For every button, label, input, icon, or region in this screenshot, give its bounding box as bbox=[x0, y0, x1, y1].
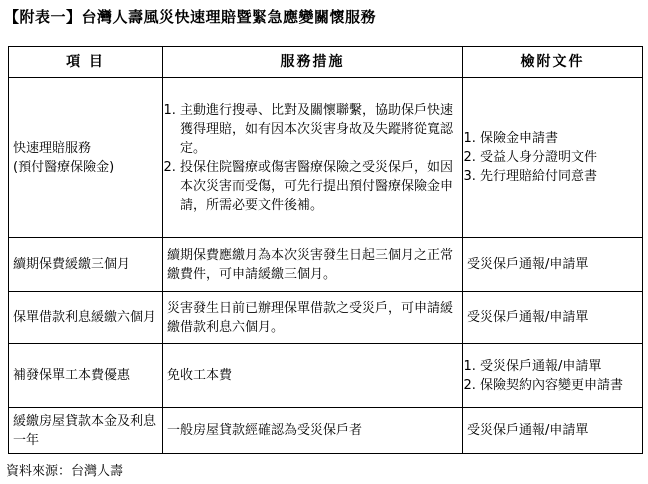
row-item: 保單借款利息緩繳六個月 bbox=[9, 292, 163, 344]
row-measures: 續期保費應繳月為本次災害發生日起三個月之正常繳費件，可申請緩繳三個月。 bbox=[163, 238, 463, 292]
row-documents bbox=[463, 344, 643, 408]
table-row bbox=[9, 78, 643, 238]
page-title: 【附表一】台灣人壽風災快速理賠暨緊急應變關懷服務 bbox=[4, 8, 377, 26]
source-note: 資料來源：台灣人壽 bbox=[6, 464, 124, 479]
row-item: 補發保單工本費優惠 bbox=[9, 344, 163, 408]
row-measures: 一般房屋貸款經確認為受災保戶者 bbox=[163, 408, 463, 454]
table-header-row bbox=[9, 47, 643, 78]
row-measures: 災害發生日前已辦理保單借款之受災戶，可申請緩繳借款利息六個月。 bbox=[163, 292, 463, 344]
row-documents bbox=[463, 78, 643, 238]
row-documents: 受災保戶通報/申請單 bbox=[463, 408, 643, 454]
measure-list-item: 2. 投保住院醫療或傷害醫療保險之受災保戶，如因本次災害而受傷，可先行提出預付醫療保險金申請，所需必要文件後補。 bbox=[180, 158, 458, 215]
document-list-item: 2. 保險契約內容變更申請書 bbox=[480, 376, 638, 395]
document-list-item: 2. 受益人身分證明文件 bbox=[480, 148, 638, 167]
row-documents: 受災保戶通報/申請單 bbox=[463, 238, 643, 292]
measure-list-item: 1. 主動進行搜尋、比對及關懷聯繫，協助保戶快速獲得理賠，如有因本次災害身故及失蹤將從寬認定。 bbox=[180, 101, 458, 158]
table-row bbox=[9, 344, 643, 408]
row-measures bbox=[163, 78, 463, 238]
table-row bbox=[9, 238, 643, 292]
header-measures: 服務措施 bbox=[163, 47, 463, 78]
row-item-line: (預付醫療保險金) bbox=[13, 159, 115, 175]
document-list-item: 1. 保險金申請書 bbox=[480, 129, 638, 148]
header-item: 項 目 bbox=[9, 47, 163, 78]
header-documents: 檢附文件 bbox=[463, 47, 643, 78]
row-item-line: 快速理賠服務 bbox=[13, 140, 92, 156]
row-documents: 受災保戶通報/申請單 bbox=[463, 292, 643, 344]
table-row bbox=[9, 408, 643, 454]
document-list-item: 1. 受災保戶通報/申請單 bbox=[480, 357, 638, 376]
services-table bbox=[8, 46, 643, 454]
row-item bbox=[9, 78, 163, 238]
row-item: 緩繳房屋貸款本金及利息一年 bbox=[9, 408, 163, 454]
table-row bbox=[9, 292, 643, 344]
document-list-item: 3. 先行理賠給付同意書 bbox=[480, 167, 638, 186]
row-measures: 免收工本費 bbox=[163, 344, 463, 408]
row-item: 續期保費緩繳三個月 bbox=[9, 238, 163, 292]
